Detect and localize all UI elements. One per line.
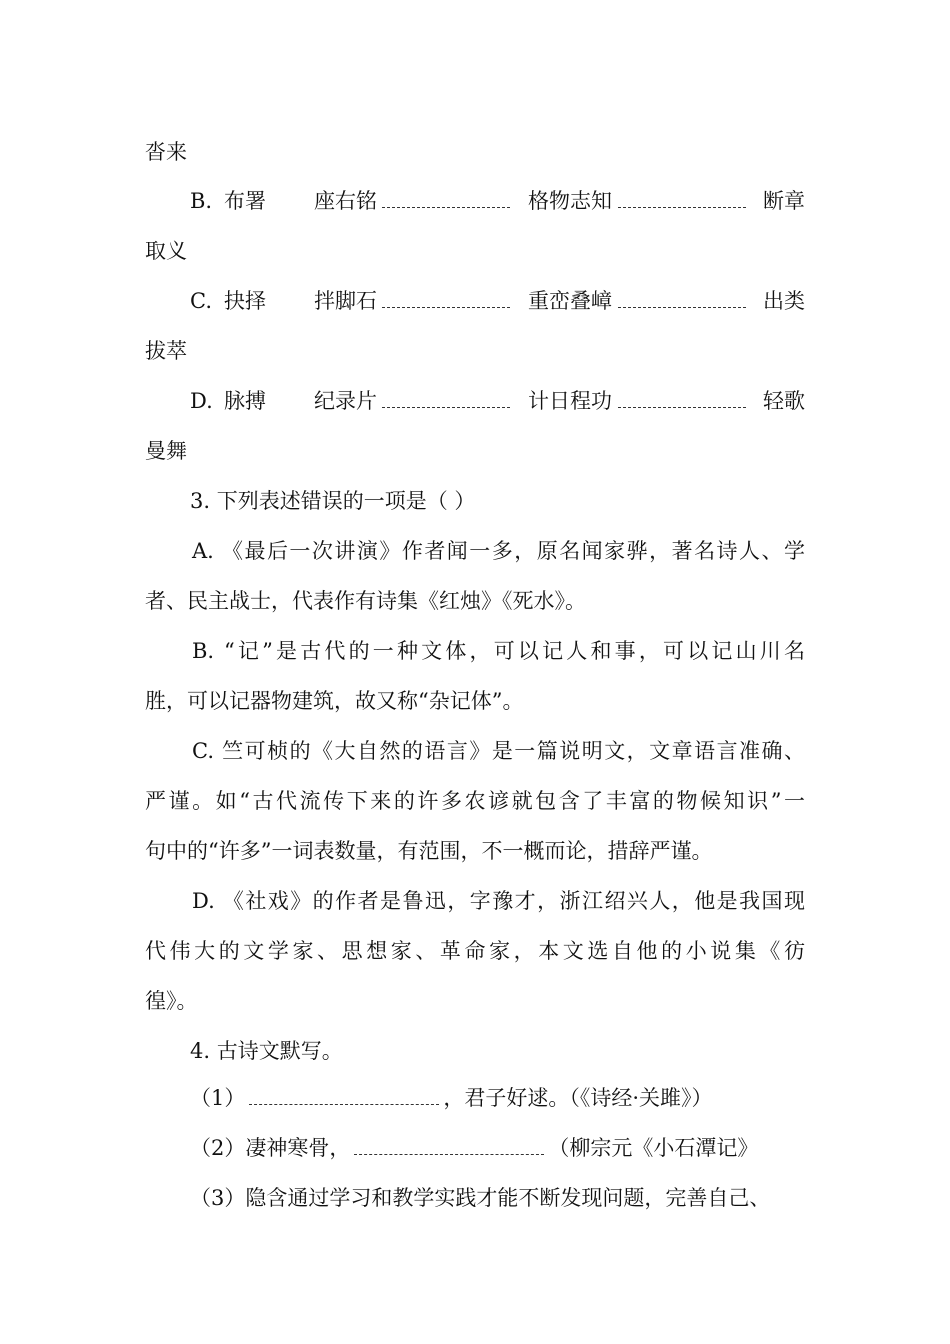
dashed-separator	[618, 186, 746, 216]
q3-option-c-line-3: 句中的“许多”一词表数量，有范围，不一概而论，措辞严谨。	[145, 839, 713, 863]
q3-option-a-line-2: 者、民主战士，代表作有诗集《红烛》《死水》。	[145, 589, 586, 613]
option-word-4: 出类	[763, 289, 805, 313]
q3-option-d-line-2: 代伟大的文学家、思想家、革命家，本文选自他的小说集《彷	[145, 939, 805, 963]
option-label: D.	[190, 389, 213, 413]
dashed-separator	[382, 286, 510, 316]
option-word-3: 重峦叠嶂	[528, 289, 612, 313]
item-text: ，君子好逑。（《诗经·关雎》）	[443, 1086, 713, 1110]
q3-option-b-line-2: 胜，可以记器物建筑，故又称“杂记体”。	[145, 689, 524, 713]
option-word-2: 座右铭	[314, 189, 377, 213]
option-word-2: 纪录片	[314, 389, 377, 413]
option-word-3: 计日程功	[528, 389, 612, 413]
q3-option-c-line-2: 严谨。如“古代流传下来的许多农谚就包含了丰富的物候知识”一	[145, 789, 805, 813]
q2-option-d-tail: 曼舞	[145, 439, 187, 463]
option-word-2: 拌脚石	[314, 289, 377, 313]
item-text: （2）凄神寒骨，	[190, 1136, 351, 1160]
q4-stem: 4. 古诗文默写。	[190, 1039, 343, 1063]
option-label: C.	[190, 289, 212, 313]
option-word-4: 断章	[763, 189, 805, 213]
dashed-separator	[382, 386, 510, 416]
q2-option-d	[190, 386, 805, 416]
q2-option-b-tail: 取义	[145, 239, 187, 263]
q2-option-a-tail: 沓来	[145, 140, 187, 164]
dashed-separator	[618, 286, 746, 316]
answer-blank	[354, 1138, 544, 1155]
q3-option-d-line-3: 徨》。	[145, 989, 198, 1013]
dashed-separator	[618, 386, 746, 416]
q3-stem: 3. 下列表述错误的一项是（ ）	[190, 489, 476, 513]
q4-item-1	[190, 1083, 713, 1113]
option-word-1: 布署	[224, 189, 266, 213]
q3-option-a-line-1: A. 《最后一次讲演》作者闻一多，原名闻家骅，著名诗人、学	[192, 539, 805, 563]
answer-blank	[249, 1088, 439, 1105]
dashed-separator	[382, 186, 510, 216]
q2-option-c	[190, 286, 805, 316]
q3-option-c-line-1: C. 竺可桢的《大自然的语言》是一篇说明文，文章语言准确、	[192, 739, 805, 763]
q2-option-c-tail: 拔萃	[145, 339, 187, 363]
q3-option-b-line-1: B. “记”是古代的一种文体，可以记人和事，可以记山川名	[192, 639, 805, 663]
item-source: （柳宗元《小石潭记》	[548, 1136, 759, 1160]
option-label: B.	[190, 189, 213, 213]
item-number: （1）	[190, 1086, 246, 1110]
q2-option-b	[190, 186, 805, 216]
option-word-4: 轻歌	[763, 389, 805, 413]
q4-item-2	[190, 1133, 758, 1163]
option-word-3: 格物志知	[528, 189, 612, 213]
q4-item-3: （3）隐含通过学习和教学实践才能不断发现问题，完善自己、	[190, 1186, 771, 1210]
q3-option-d-line-1: D. 《社戏》的作者是鲁迅，字豫才，浙江绍兴人，他是我国现	[192, 889, 805, 913]
option-word-1: 脉搏	[224, 389, 266, 413]
option-word-1: 抉择	[224, 289, 266, 313]
